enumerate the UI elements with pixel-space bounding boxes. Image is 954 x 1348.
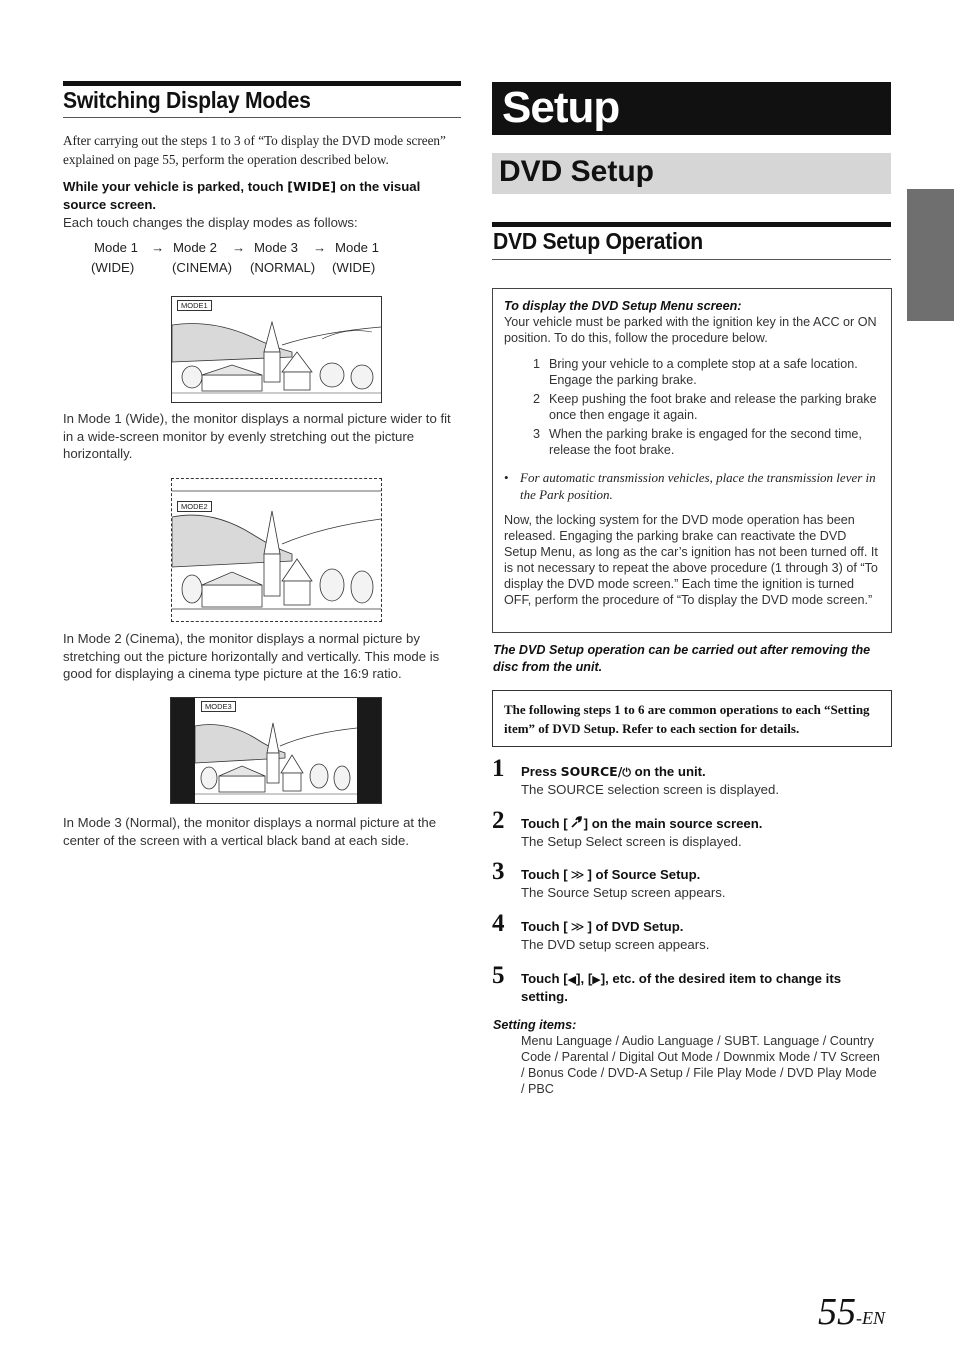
- step-title-post: ], etc. of the desired item to change its: [600, 971, 842, 986]
- mode3-tag: MODE3: [201, 701, 236, 712]
- mode-1-sub: (WIDE): [91, 260, 135, 275]
- step-description: The Setup Select screen is displayed.: [521, 834, 742, 849]
- bullet-icon: •: [504, 470, 509, 485]
- box-step-1: [533, 356, 883, 388]
- box-step-text: Keep pushing the foot brake and release the parking brake once then engage it again.: [549, 392, 877, 422]
- box-step-text: When the parking brake is engaged for the second time, release the foot brake.: [549, 427, 862, 457]
- box-note-text: For automatic transmission vehicles, place the transmission lever in the Park position.: [520, 470, 876, 502]
- mode3-description: In Mode 3 (Normal), the monitor displays a normal picture at the center of the screen with a vertical black band at each side.: [63, 815, 437, 848]
- step-title: [521, 919, 683, 935]
- mode-3-sub: (NORMAL): [250, 260, 316, 275]
- box-step-3: [533, 426, 883, 458]
- section-title-display-modes: Switching Display Modes: [63, 87, 311, 113]
- step-title-post: ] of Source Setup.: [587, 867, 701, 882]
- step-description: The SOURCE selection screen is displayed.: [521, 782, 779, 797]
- mode-2-label: Mode 2: [173, 240, 217, 255]
- step-title-post: ] of DVD Setup.: [587, 919, 684, 934]
- step-number: 3: [492, 858, 505, 885]
- setting-items-label: Setting items:: [493, 1018, 577, 1032]
- chapter-side-tab: [907, 189, 954, 321]
- step-title-pre: Press: [521, 764, 561, 779]
- mode-3-label: Mode 3: [254, 240, 298, 255]
- mode2-tag: MODE2: [177, 501, 212, 512]
- mode-4-sub: (WIDE): [332, 260, 376, 275]
- step-title-post: ] on the main source screen.: [583, 816, 763, 831]
- setting-items-list: Menu Language / Audio Language / SUBT. Language / Country Code / Parental / Digital Out Mode / Downmix Mode / TV Screen / Bonus Code / DVD-A Setup / File Play Mode / DVD Play Mode / PBC: [521, 1034, 880, 1096]
- box-intro: Your vehicle must be parked with the ignition key in the ACC or ON position. To do this, follow the procedure below.: [504, 315, 877, 345]
- landscape-illustration: [195, 698, 357, 803]
- box-step-number: 2: [533, 392, 541, 406]
- right-arrow-icon[interactable]: ▶: [592, 973, 601, 986]
- step-title-pre: Touch [: [521, 971, 568, 986]
- wrench-icon-graphic: [570, 816, 582, 828]
- mode3-picture: [195, 698, 357, 803]
- box-note: [504, 469, 884, 503]
- page-number-suffix: -EN: [856, 1308, 885, 1328]
- parking-procedure-box: [492, 288, 892, 633]
- step-3: [492, 858, 892, 903]
- step-title-mid: ], [: [576, 971, 593, 986]
- intro-paragraph: After carrying out the steps 1 to 3 of “To display the DVD mode screen” explained on page 55, perform the operation described below.: [63, 133, 446, 167]
- left-arrow-icon[interactable]: ◀: [567, 973, 577, 986]
- step-title-pre: Touch [: [521, 816, 568, 831]
- step-title-continuation: setting.: [521, 989, 568, 1004]
- power-icon: ⏻: [622, 766, 631, 779]
- step-2: [492, 807, 892, 852]
- step-number: 4: [492, 910, 505, 937]
- step-description: The DVD setup screen appears.: [521, 937, 710, 952]
- step-title: [521, 764, 706, 780]
- arrow-icon: →: [151, 240, 165, 255]
- double-chevron-icon[interactable]: ≫: [570, 920, 585, 935]
- step-description: The Source Setup screen appears.: [521, 885, 726, 900]
- mode2-description: In Mode 2 (Cinema), the monitor displays a normal picture by stretching out the picture horizontally and vertically. This mode is good for displaying a cinema type picture at the 16:9 ratio.: [63, 631, 440, 681]
- box-step-text: Bring your vehicle to a complete stop at a safe location. Engage the parking brake.: [549, 357, 858, 387]
- dvd-setup-banner-title: DVD Setup: [499, 155, 655, 188]
- step-title-pre: Touch [: [521, 919, 568, 934]
- mode-1-label: Mode 1: [94, 240, 138, 255]
- box-title: To display the DVD Setup Menu screen:: [504, 299, 742, 313]
- arrow-icon: →: [313, 240, 327, 255]
- step-number: 1: [492, 755, 505, 782]
- instruction-pre: While your vehicle is parked, touch: [63, 179, 288, 194]
- common-steps-box: [492, 690, 892, 747]
- dvd-setup-banner: [492, 153, 891, 194]
- mode1-description: In Mode 1 (Wide), the monitor displays a normal picture wider to fit in a wide-screen monitor by evenly stretching out the picture horizontally.: [63, 411, 451, 461]
- mode1-tag: MODE1: [177, 300, 212, 311]
- box-step-number: 3: [533, 427, 541, 441]
- wrench-icon[interactable]: [568, 816, 584, 831]
- step-title: [521, 867, 700, 883]
- mode1-illustration: [171, 296, 382, 403]
- box-step-number: 1: [533, 357, 541, 371]
- step-title-post: on the unit.: [631, 764, 706, 779]
- step-title: [521, 816, 762, 831]
- section-title-dvd-setup-operation: DVD Setup Operation: [493, 228, 703, 254]
- mode-2-sub: (CINEMA): [172, 260, 233, 275]
- landscape-illustration: [172, 297, 381, 402]
- setup-banner: [492, 82, 891, 135]
- step-4: [492, 910, 892, 955]
- mode-sequence: [0, 0, 460, 290]
- setup-banner-title: Setup: [502, 83, 620, 132]
- page-number: [818, 1290, 885, 1334]
- step-number: 5: [492, 962, 505, 989]
- page-number-value: 55: [818, 1291, 856, 1333]
- arrow-icon: →: [232, 240, 246, 255]
- step-5: [492, 962, 892, 1009]
- common-steps-text: The following steps 1 to 6 are common operations to each “Setting item” of DVD Setup. Refer to each section for details.: [504, 702, 870, 736]
- source-key-label[interactable]: SOURCE/: [560, 764, 623, 779]
- step-title-pre: Touch [: [521, 867, 568, 882]
- box-paragraph: Now, the locking system for the DVD mode operation has been released. Engaging the parking brake can reactivate the DVD Setup Menu, as long as the car’s ignition has not been turned off. It is not necessary to repeat the above procedure (1 through 3) of “To display the DVD mode screen.” Each time the ignition is turned OFF, perform the procedure of “To display the DVD mode screen.”: [504, 513, 878, 607]
- section-top-rule: [492, 222, 891, 227]
- step-1: [492, 755, 892, 800]
- box-step-2: [533, 391, 883, 423]
- mode2-illustration: [171, 478, 382, 622]
- each-touch-text: Each touch changes the display modes as follows:: [63, 215, 358, 230]
- step-title: [521, 971, 841, 986]
- step-number: 2: [492, 807, 505, 834]
- wide-key-label: [WIDE]: [287, 179, 337, 194]
- mode-4-label: Mode 1: [335, 240, 379, 255]
- disc-note: The DVD Setup operation can be carried out after removing the disc from the unit.: [493, 643, 871, 674]
- double-chevron-icon[interactable]: ≫: [570, 868, 585, 883]
- section-bottom-rule: [492, 259, 891, 260]
- instruction-post: on the visual source screen.: [63, 179, 421, 212]
- mode3-illustration: [170, 697, 382, 804]
